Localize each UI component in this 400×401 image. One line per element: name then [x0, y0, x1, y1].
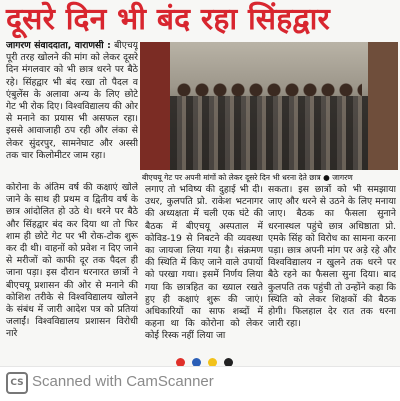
article-text-2: कोरोना के अंतिम वर्ष की कक्षाएं खोले जाने के साथ ही प्रथम व द्वितीय वर्ष के छात्र आंदोलित हो उठे थे। धरने पर बैठे और सिंहद्वार बंद कर दिया था तो फिर शाम ही छोटे गेट पर भी रोक-टोक शुरू कर दी थी। वाहनों को प्रवेश न दिए जाने से मरीजों को काफी दूर तक पैदल ही जाना पड़ा। इस दौरान धरनारत छात्रों ने बीएचयू प्रशासन की ओर से मनाने की कोशिश तरीके से विश्वविद्यालय खोलने के संबंध में जारी आदेश पत्र को प्रतियां जलाईं। विश्वविद्यालय प्रशासन विरोधी नारे — [6, 182, 138, 340]
photo-caption-text: बीएचयू गेट पर अपनी मांगों को लेकर दूसरे दिन भी धरना देते छात्र — [142, 173, 321, 182]
article-column-3 — [268, 184, 396, 354]
protest-photo — [140, 42, 398, 170]
gate-pillar-left — [140, 42, 170, 170]
article-column-1-rest — [6, 182, 138, 356]
camscanner-footer — [0, 366, 400, 401]
camscanner-logo-icon: CS — [6, 372, 28, 394]
photo-credit: ● जागरण — [323, 173, 353, 182]
article-column-1-top — [6, 40, 138, 180]
article-column-2 — [145, 184, 263, 354]
article-text-3: लगाए तो भविष्य की दुहाई भी दी। उधर, कुलपति प्रो. राकेश भटनागर की अध्यक्षता में चली एक घंटे की बैठक में बीएचयू अस्पताल में कोविड-19 से निबटने की व्यवस्था का जायजा लिया गया है। संक्रमण की स्थिति में किए जाने वाले उपायों को परखा गया। इसमें निर्णय लिया गया कि छात्रहित का ख्याल रखते हुए ही कक्षाएं शुरू की जाएं। अधिकारियों का साफ शब्दों में कहना था कि कोरोना को लेकर कोई रिस्क नहीं लिया जा — [145, 184, 263, 342]
article-text-1: बीएचयू पूरी तरह खोलने की मांग को लेकर दूसरे दिन मंगलवार को भी छात्र धरने पर बैठे रहे। सिंहद्वार भी बंद रखा तो पैदल व एंबुलेंस के अलावा अन्य के लिए छोटे गेट भी रोक दिए। विश्वविद्यालय की ओर से मनाने का प्रयास भी असफल रहा। इससे आवाजाही ठप रही और लंका से लेकर सुंदरपुर, सामनेघाट और अस्सी तक चार किलोमीटर जाम रहा। — [6, 40, 138, 161]
article-text-4: सकता। इस छात्रों को भी समझाया जाए और धरने से उठने के लिए मनाया जाए। बैठक का फैसला सुनाने धरनास्थल पहुंचे छात्र अधिष्ठाता प्रो. एमके सिंह को विरोध का सामना करना पड़ा। छात्र अपनी मांग पर अड़े रहे और विश्वविद्यालय न खुलने तक धरने पर बैठे रहने का फैसला सुना दिया। बाद कुलपति तक पहुंची तो उन्होंने कहा कि स्थिति को लेकर शिक्षकों की बैठक होगी। फिलहाल देर रात तक धरना जारी रहा। — [268, 184, 396, 330]
crowd — [170, 96, 368, 170]
dateline: जागरण संवाददाता, वाराणसी : — [6, 40, 111, 51]
photo-caption — [142, 172, 398, 184]
scanner-watermark: Scanned with CamScanner — [32, 373, 214, 390]
gate-pillar-right — [368, 42, 398, 170]
headline: दूसरे दिन भी बंद रहा सिंहद्वार — [6, 2, 331, 37]
